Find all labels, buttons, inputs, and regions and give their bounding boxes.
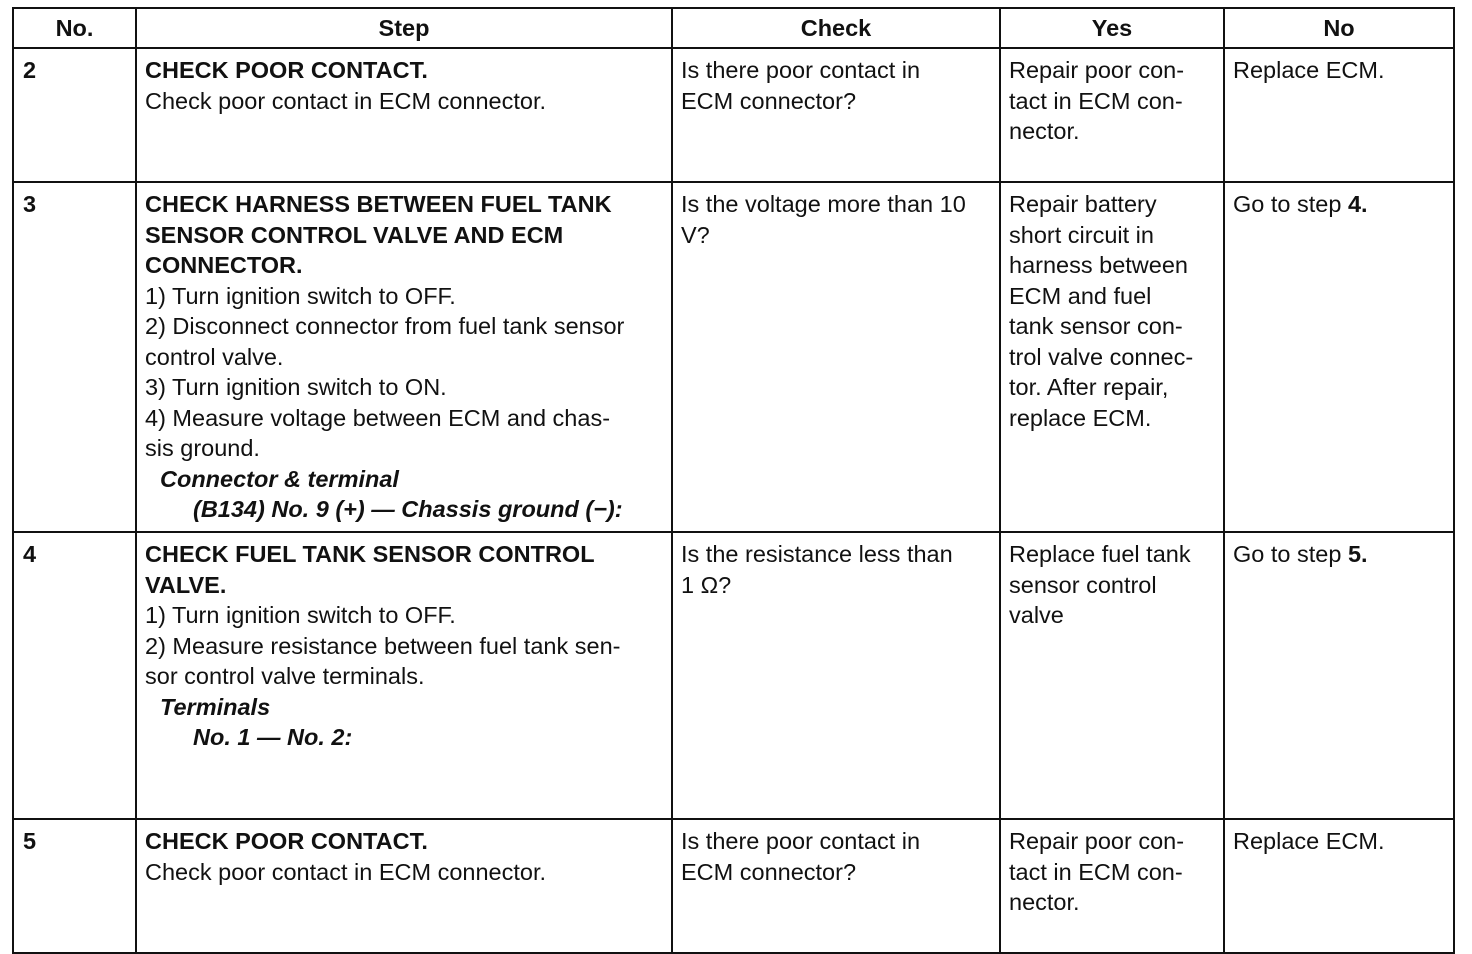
check-cell (672, 532, 1000, 819)
yes-line: Replace fuel tank (1009, 541, 1191, 567)
yes-line: nector. (1009, 889, 1080, 915)
step-line: 2) Measure resistance between fuel tank sen- (145, 632, 621, 659)
yes-line: Repair battery (1009, 191, 1157, 217)
step-line: 2) Disconnect connector from fuel tank sensor (145, 313, 625, 339)
step-cell (136, 532, 672, 819)
check-line: Is the voltage more than 10 (681, 191, 966, 217)
yes-cell (1000, 532, 1224, 819)
step-title: CONNECTOR. (145, 252, 303, 278)
table-row (13, 532, 1454, 819)
yes-line: tank sensor con- (1009, 313, 1183, 339)
no-text: Replace ECM. (1233, 57, 1385, 83)
check-line: Is there poor contact in (681, 57, 921, 83)
yes-line: harness between (1009, 252, 1188, 278)
check-line: ECM connector? (681, 858, 857, 885)
check-line: Is there poor contact in (681, 828, 921, 854)
yes-line: Repair poor con- (1009, 57, 1185, 83)
check-line: ECM connector? (681, 87, 857, 114)
header-check: Check (672, 8, 1000, 48)
yes-line: sensor control (1009, 571, 1157, 598)
yes-line: nector. (1009, 118, 1080, 144)
step-cell (136, 182, 672, 532)
spec-value: No. 1 — No. 2: (193, 724, 353, 750)
check-line: Is the resistance less than (681, 541, 953, 567)
spec-value: (B134) No. 9 (+) — Chassis ground (−): (193, 496, 623, 522)
no-line (1233, 826, 1445, 857)
step-line: Check poor contact in ECM connector. (145, 858, 547, 885)
step-line: 3) Turn ignition switch to ON. (145, 374, 447, 400)
table-row (13, 182, 1454, 532)
step-number: 3 (13, 182, 136, 532)
spec-label: Terminals (160, 693, 271, 720)
step-cell (136, 819, 672, 953)
step-number: 5 (13, 819, 136, 953)
no-line (1233, 55, 1445, 86)
no-line (1233, 539, 1445, 570)
no-step-ref: 5. (1347, 541, 1368, 567)
no-cell (1224, 48, 1454, 182)
no-cell (1224, 182, 1454, 532)
header-step: Step (136, 8, 672, 48)
step-line: Check poor contact in ECM connector. (145, 87, 547, 114)
step-number: 4 (13, 532, 136, 819)
step-cell (136, 48, 672, 182)
check-cell (672, 182, 1000, 532)
header-no: No. (13, 8, 136, 48)
step-line: 1) Turn ignition switch to OFF. (145, 282, 456, 309)
table-row (13, 48, 1454, 182)
yes-cell (1000, 819, 1224, 953)
check-cell (672, 48, 1000, 182)
step-title: CHECK POOR CONTACT. (145, 57, 428, 83)
check-cell (672, 819, 1000, 953)
no-cell (1224, 532, 1454, 819)
step-title: SENSOR CONTROL VALVE AND ECM (145, 221, 564, 248)
yes-line: ECM and fuel (1009, 282, 1152, 309)
no-text: Go to step (1233, 191, 1348, 217)
yes-cell (1000, 48, 1224, 182)
yes-line: trol valve connec- (1009, 343, 1194, 370)
step-line: 4) Measure voltage between ECM and chas- (145, 404, 611, 431)
no-step-ref: 4. (1347, 191, 1368, 217)
yes-line: tact in ECM con- (1009, 858, 1183, 885)
yes-cell (1000, 182, 1224, 532)
yes-line: valve (1009, 602, 1064, 628)
check-line: V? (681, 221, 710, 248)
table-row (13, 819, 1454, 953)
yes-line: short circuit in (1009, 221, 1154, 248)
no-text: Replace ECM. (1233, 828, 1385, 854)
step-title: VALVE. (145, 571, 227, 598)
step-line: sis ground. (145, 435, 260, 461)
yes-line: Repair poor con- (1009, 828, 1185, 854)
yes-line: tact in ECM con- (1009, 87, 1183, 114)
step-number: 2 (13, 48, 136, 182)
yes-line: replace ECM. (1009, 404, 1152, 431)
spec-label: Connector & terminal (160, 465, 399, 492)
header-no-action: No (1224, 8, 1454, 48)
yes-line: tor. After repair, (1009, 374, 1169, 400)
no-cell (1224, 819, 1454, 953)
check-line: 1 Ω? (681, 571, 732, 598)
step-title: CHECK HARNESS BETWEEN FUEL TANK (145, 191, 612, 217)
no-text: Go to step (1233, 541, 1348, 567)
step-title: CHECK FUEL TANK SENSOR CONTROL (145, 541, 595, 567)
header-yes: Yes (1000, 8, 1224, 48)
step-line: control valve. (145, 343, 284, 370)
no-line (1233, 189, 1445, 220)
step-title: CHECK POOR CONTACT. (145, 828, 428, 854)
step-line: 1) Turn ignition switch to OFF. (145, 602, 456, 628)
diagnostic-table (12, 7, 1455, 954)
header-row (13, 8, 1454, 48)
step-line: sor control valve terminals. (145, 663, 425, 689)
